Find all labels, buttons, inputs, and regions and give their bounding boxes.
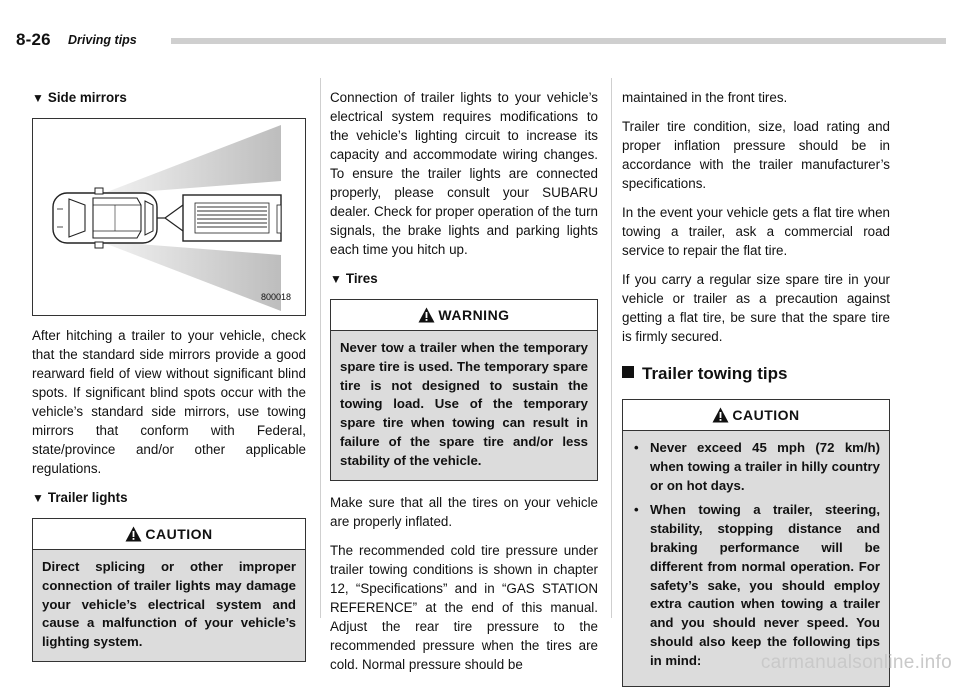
list-item: • When towing a trailer, steering, stability, stopping distance and braking performance will be different from normal operation. For safety’s sake, you should employ extra caution when towing a trailer and you should never speed. You should also keep the following tips in mind:	[634, 502, 880, 668]
watermark: carmanualsonline.info	[760, 652, 952, 673]
col3-paragraph-1: maintained in the front tires.	[622, 90, 788, 105]
caution-header	[33, 519, 305, 550]
page-header	[16, 30, 946, 56]
tires-heading: ▼ Tires	[330, 271, 378, 286]
triangle-down-icon: ▼	[32, 491, 44, 505]
square-bullet-icon	[622, 366, 634, 378]
triangle-down-icon: ▼	[330, 272, 342, 286]
trailer-lights-paragraph: Connection of trailer lights to your vehicle’s electrical system requires modifications to the vehicle’s lighting circuit to increase its capacity and accommodate wiring changes. To ensure the trailer lights are connected properly, please consult your SUBARU dealer. Check for proper operation of the turn signals, the brake lights and parking lights each time you hitch up.	[330, 90, 598, 257]
warning-label: WARNING	[438, 306, 510, 323]
caution-header	[623, 400, 889, 431]
trailer-lights-caution-box	[32, 518, 306, 662]
caution-text: Direct splicing or other improper connection of trailer lights may damage your vehicle’s electrical system and cause a malfunction of your vehicle’s lighting system.	[42, 559, 296, 650]
car-trailer-illustration	[33, 119, 305, 315]
hitch-icon	[157, 205, 183, 231]
column-1	[32, 88, 306, 674]
header-rule	[171, 38, 946, 44]
trailer-towing-tips-heading: Trailer towing tips	[622, 364, 890, 383]
col3-paragraph-4: If you carry a regular size spare tire in your vehicle or trailer as a precaution against getting a flat tire, be sure that the spare tire is firmly secured.	[622, 272, 890, 344]
col3-paragraph-2: Trailer tire condition, size, load rating and proper inflation pressure should be in accordance with the trailer manufacturer’s specifications.	[622, 119, 890, 191]
figure-code: 800018	[260, 292, 291, 302]
column-2	[330, 88, 598, 684]
bullet-icon: •	[634, 502, 639, 518]
triangle-down-icon: ▼	[32, 91, 44, 105]
caution-label: CAUTION	[145, 525, 213, 542]
lower-view-zone	[99, 241, 281, 311]
tires-paragraph-2: The recommended cold tire pressure under trailer towing conditions is shown in chapter 12, “Specifications” and in “GAS STATION REFERENCE” at the end of this manual. Adjust the rear tire pressure to the recommended pressure when the tires are cold. Normal pressure should be	[330, 542, 598, 672]
warning-triangle-icon	[125, 526, 142, 542]
col3-paragraph-3: In the event your vehicle gets a flat tire when towing a trailer, ask a commercial road service to repair the flat tire.	[622, 205, 890, 258]
caution-list	[632, 439, 880, 671]
side-mirror-view-figure	[32, 118, 306, 316]
page-number: 8-26	[16, 30, 51, 49]
bullet-icon: •	[634, 440, 639, 455]
warning-header	[331, 300, 597, 331]
car-icon	[53, 188, 157, 248]
column-divider-1	[320, 78, 321, 618]
column-3	[622, 88, 890, 699]
warning-triangle-icon	[418, 307, 435, 323]
list-item: • Never exceed 45 mph (72 km/h) when towing a trailer in hilly country or on hot days.	[634, 440, 880, 493]
side-mirrors-heading: ▼ Side mirrors	[32, 90, 127, 105]
tires-warning-box	[330, 299, 598, 481]
tires-paragraph-1: Make sure that all the tires on your vehicle are properly inflated.	[330, 494, 598, 529]
warning-triangle-icon	[712, 407, 729, 423]
upper-view-zone	[99, 125, 281, 195]
trailer-lights-heading: ▼ Trailer lights	[32, 490, 128, 505]
caution-label: CAUTION	[732, 406, 800, 423]
column-divider-2	[611, 78, 612, 618]
warning-text: Never tow a trailer when the temporary spare tire is used. The temporary spare tire is not designed to sustain the towing load. Use of the temporary spare tire when towing can result in failure of the spare tire and/or less stability of the vehicle.	[340, 340, 588, 468]
towing-tips-caution-box	[622, 399, 890, 687]
trailer-icon	[183, 195, 281, 241]
side-mirrors-paragraph: After hitching a trailer to your vehicle, check that the standard side mirrors provide a good rearward field of view without significant blind spots. If significant blind spots occur with the vehicle’s standard side mirrors, use towing mirrors that conform with Federal, state/province and/or other applicable regulations.	[32, 328, 306, 476]
page-title: Driving tips	[68, 33, 137, 47]
